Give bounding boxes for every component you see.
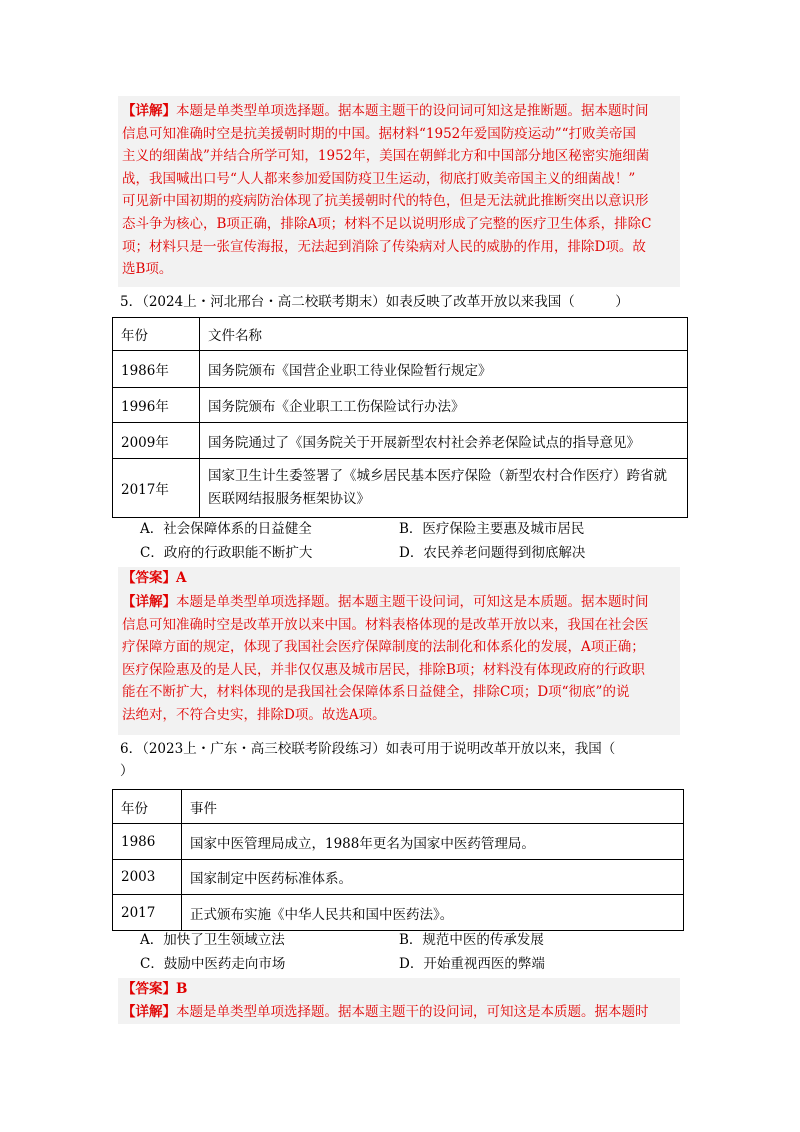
explanation-line: 态斗争为核心，B项正确，排除A项；材料不足以说明形成了完整的医疗卫生体系，排除C	[122, 215, 652, 232]
table-cell-year: 2017	[113, 895, 182, 931]
table-cell-year: 1996年	[113, 388, 200, 423]
explanation-line: 本题是单类型单项选择题。据本题主题干的设问词，可知这是本质题。据本题时	[176, 1004, 649, 1020]
explanation-line: 信息可知准确时空是抗美援朝时期的中国。据材料“1952年爱国防疫运动”“打败美帝国	[122, 125, 637, 142]
table-row	[113, 423, 688, 459]
explanation-block-5	[118, 589, 680, 735]
question-5-stem: 5．（2024上・河北邢台・高二校联考期末）如表反映了改革开放以来我国（ ）	[120, 294, 629, 310]
detail-tag: 【详解】	[122, 1004, 176, 1020]
answer-value: A	[176, 570, 187, 586]
table-header-cell: 年份	[113, 318, 200, 351]
explanation-line: 信息可知准确时空是改革开放以来中国。材料表格体现的是改革开放以来，我国在社会医	[122, 616, 649, 633]
table-cell-year: 1986	[113, 824, 182, 860]
explanation-line: 选B项。	[122, 261, 173, 278]
explanation-line: 本题是单类型单项选择题。据本题主题干设问词，可知这是本质题。据本题时间	[176, 594, 649, 610]
option-c: C．鼓励中医药走向市场	[140, 956, 286, 972]
explanation-line: 战，我国喊出口号“人人都来参加爱国防疫卫生运动，彻底打败美帝国主义的细菌战！”	[122, 170, 636, 187]
table-header-cell: 年份	[113, 790, 182, 824]
question-6-stem: 6．（2023上・广东・高三校联考阶段练习）如表可用于说明改革开放以来，我国（	[120, 741, 616, 757]
question-5-table	[112, 317, 688, 518]
table-row	[113, 895, 684, 931]
question-6-stem-end: ）	[120, 763, 134, 779]
option-b: B．医疗保险主要惠及城市居民	[399, 521, 585, 537]
answer-tag: 【答案】	[122, 570, 176, 586]
explanation-line: 疗保障方面的规定，体现了我国社会医疗保障制度的法制化和体系化的发展，A项正确；	[122, 639, 645, 656]
table-cell-year: 1986年	[113, 351, 200, 388]
table-cell-document: 国务院颁布《企业职工工伤保险试行办法》	[200, 388, 688, 423]
explanation-line: 法绝对，不符合史实，排除D项。故选A项。	[122, 706, 386, 723]
table-header-row	[113, 318, 688, 351]
table-row	[113, 824, 684, 860]
table-cell-document: 国家卫生计生委签署了《城乡居民基本医疗保险（新型农村合作医疗）跨省就医联网结报服务框架协议》	[200, 459, 688, 518]
option-d: D．农民养老问题得到彻底解决	[399, 545, 586, 561]
answer-block-5	[118, 567, 680, 589]
table-cell-document: 国务院颁布《国营企业职工待业保险暂行规定》	[200, 351, 688, 388]
explanation-line: 主义的细菌战”并结合所学可知，1952年，美国在朝鲜北方和中国部分地区秘密实施细菌	[122, 148, 650, 165]
answer-value: B	[176, 981, 188, 997]
table-header-row	[113, 790, 684, 824]
explanation-line: 能在不断扩大，材料体现的是我国社会保障体系日益健全，排除C项；D项“彻底”的说	[122, 684, 630, 701]
table-row	[113, 351, 688, 388]
option-a: A．社会保障体系的日益健全	[140, 521, 312, 537]
explanation-line: 本题是单类型单项选择题。据本题主题干的设问词可知这是推断题。据本题时间	[176, 103, 649, 119]
table-cell-year: 2017年	[113, 459, 200, 518]
table-cell-event: 正式颁布实施《中华人民共和国中医药法》。	[182, 895, 684, 931]
explanation-block-6	[118, 1000, 680, 1024]
explanation-block-1	[118, 96, 680, 287]
explanation-line: 项；材料只是一张宣传海报，无法起到消除了传染病对人民的威胁的作用，排除D项。故	[122, 238, 646, 255]
table-row	[113, 459, 688, 518]
detail-tag: 【详解】	[122, 103, 176, 119]
question-6-table	[112, 789, 684, 931]
answer-tag: 【答案】	[122, 981, 176, 997]
table-cell-year: 2003	[113, 860, 182, 895]
table-cell-document: 国务院通过了《国务院关于开展新型农村社会养老保险试点的指导意见》	[200, 423, 688, 459]
table-cell-year: 2009年	[113, 423, 200, 459]
explanation-line: 可见新中国初期的疫病防治体现了抗美援朝时代的特色，但是无法就此推断突出以意识形	[122, 193, 649, 210]
option-d: D．开始重视西医的弊端	[399, 956, 545, 972]
option-c: C．政府的行政职能不断扩大	[140, 545, 313, 561]
table-row	[113, 860, 684, 895]
answer-block-6	[118, 978, 680, 1000]
option-b: B．规范中医的传承发展	[399, 932, 544, 948]
option-a: A．加快了卫生领域立法	[140, 932, 285, 948]
table-row	[113, 388, 688, 423]
table-cell-event: 国家中医管理局成立，1988年更名为国家中医药管理局。	[182, 824, 684, 860]
table-header-cell: 事件	[182, 790, 684, 824]
table-header-cell: 文件名称	[200, 318, 688, 351]
detail-tag: 【详解】	[122, 594, 176, 610]
explanation-line: 医疗保险惠及的是人民，并非仅仅惠及城市居民，排除B项；材料没有体现政府的行政职	[122, 661, 645, 678]
table-cell-event: 国家制定中医药标准体系。	[182, 860, 684, 895]
